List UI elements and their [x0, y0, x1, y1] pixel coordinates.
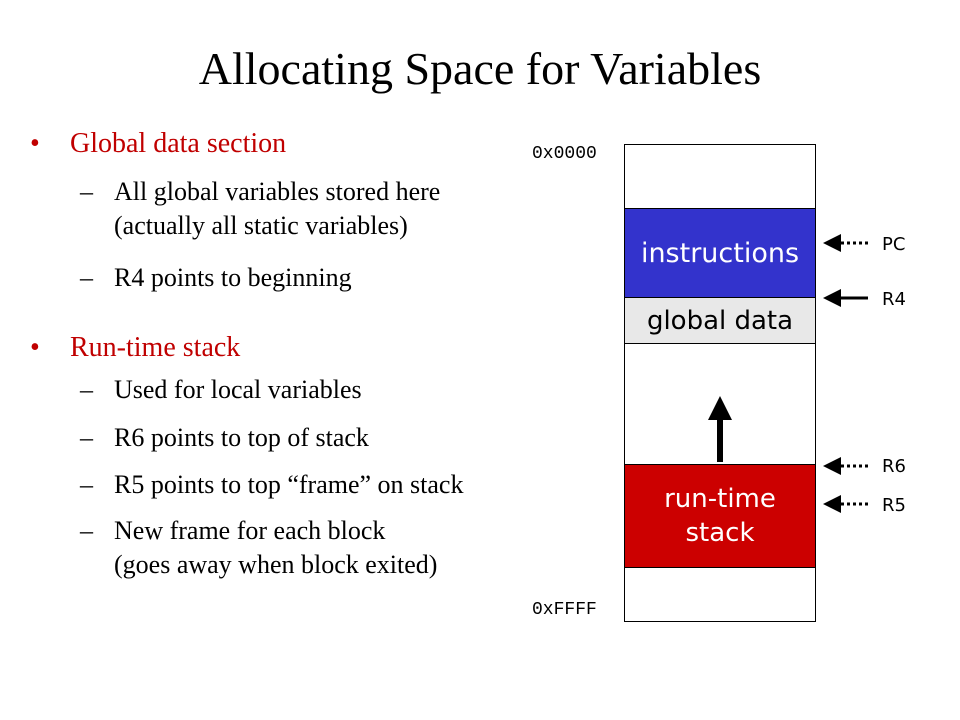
segment-label: global data: [646, 305, 794, 336]
segment-label: instructions: [640, 237, 800, 269]
address-bottom: 0xFFFF: [532, 600, 597, 620]
bullet-dot: •: [30, 128, 40, 159]
dash: –: [80, 375, 93, 404]
sub-item-text: All global variables stored here: [114, 177, 441, 206]
register-r6-label: R6: [882, 456, 906, 477]
address-top: 0x0000: [532, 144, 597, 164]
sub-item-text: R4 points to beginning: [114, 263, 352, 292]
dash: –: [80, 516, 93, 545]
sub-item-text: R5 points to top “frame” on stack: [114, 470, 464, 499]
dash: –: [80, 263, 93, 292]
dash: –: [80, 423, 93, 452]
register-r5-label: R5: [882, 495, 906, 516]
bullet-label: Global data section: [70, 128, 287, 159]
sub-item-text: (actually all static variables): [114, 211, 408, 240]
register-r4-label: R4: [882, 289, 906, 310]
register-pc-label: PC: [882, 234, 906, 255]
segment-label-line1: run-time: [664, 484, 776, 514]
sub-item-text: R6 points to top of stack: [114, 423, 369, 452]
sub-item-text: (goes away when block exited): [114, 550, 438, 579]
sub-item-text: New frame for each block: [114, 516, 386, 545]
segment-label-line2: stack: [685, 518, 755, 548]
bullet-label: Run-time stack: [70, 332, 241, 363]
slide-title: Allocating Space for Variables: [198, 43, 762, 94]
bullet-dot: •: [30, 332, 40, 363]
dash: –: [80, 177, 93, 206]
dash: –: [80, 470, 93, 499]
sub-item-text: Used for local variables: [114, 375, 362, 404]
